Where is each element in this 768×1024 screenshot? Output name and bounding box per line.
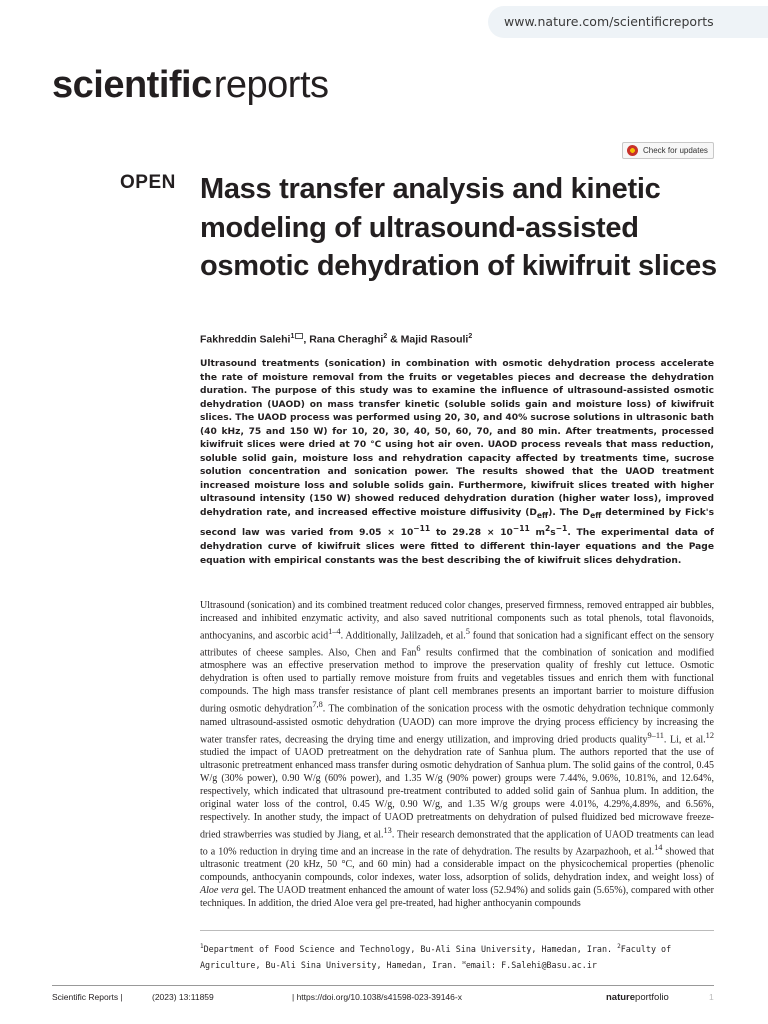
body-text: showed that ultrasonic treatment (20 kHz, 50 °C, and 60 min) had a considerable impact on the physicochemical properties (phenolic compounds, anthocyanin compounds, color indexes, water loss, adsorption of solids, dehydration index, and weight loss) of — [200, 846, 714, 884]
footnote-superscript: 2 — [617, 943, 621, 950]
abstract-superscript: −11 — [512, 524, 530, 534]
portfolio-bold-word: nature — [606, 992, 636, 1003]
author-affiliation-mark: 1 — [290, 333, 295, 340]
footer-year-pages: (2023) 13:11859 — [152, 992, 214, 1002]
body-superscript: 12 — [705, 730, 714, 740]
body-text — [200, 600, 714, 911]
abstract — [200, 358, 714, 568]
abstract-subscript: eff — [590, 510, 602, 520]
footer-doi-link[interactable]: | https://doi.org/10.1038/s41598-023-39146-x — [292, 992, 462, 1002]
abstract-superscript: 2 — [545, 524, 551, 534]
abstract-text: to 29.28 × 10 — [430, 528, 513, 539]
body-superscript: 13 — [383, 825, 392, 835]
body-text: . Their research demonstrated that the application of UAOD treatments can lead to a 10% reduction in drying time and an increase in the rate of dehydration. The results by Azarpazhooh, et al. — [200, 828, 714, 858]
email-icon[interactable] — [295, 333, 303, 339]
abstract-superscript: −11 — [413, 524, 431, 534]
footnote-superscript: ✉ — [462, 958, 466, 966]
journal-url[interactable]: www.nature.com/scientificreports — [504, 14, 714, 29]
footnote-superscript: 1 — [200, 943, 204, 950]
body-text: results confirmed that the combination of sonication and modified atmosphere was an effective preservation method to improve the preservation quality of freshly cut lettuce. Osmotic dehydration is often used to partially remove moisture from fruits and vegetables tissues and enrich them with functional compounds. The high mass transfer resistance of plant cell membranes presents an important barrier to moisture diffusion during osmotic dehydration — [200, 647, 714, 715]
footnote-divider — [200, 930, 714, 931]
body-superscript: 6 — [416, 644, 421, 654]
logo-bold-word: scientific — [52, 64, 212, 106]
abstract-text: s — [550, 528, 556, 539]
author-affiliation-mark: 2 — [383, 333, 388, 340]
body-text: studied the impact of UAOD pretreatment on the dehydration rate of Sanhua plum. The authors reported that the use of ultrasonic pretreatment enhanced mass transfer during osmotic dehydration of Sanhua plum. The solid gains of the control, 0.45 W/g (30% power), 0.90 W/g (60% power), and 1.35 W/g (90% power) groups were 7.44%, 9.06%, 10.81%, and 12.64%, respectively, which indicated that ultrasound pre-treatment contributed to added solid gain of Sanhua plum. In addition, the original water loss of the control, 0.45 W/g, 0.90 W/g, and 1.35 W/g groups were 4.01%, 4.29%,4.89%, and 6.56%, respectively. In another study, the impact of UAOD pretreatments on dehydration of pulsed fluidized bed microwave freeze-dried strawberries was studied by Jiang, et al. — [200, 746, 714, 840]
abstract-text: . The experimental data of dehydration curve of kiwifruit slices were fitted to different thin-layer equations and the Page equation with empirical constants was the best describing the of kiwifruit slices dehydration. — [200, 528, 714, 566]
author-name[interactable]: Rana Cheraghi — [309, 333, 384, 346]
abstract-subscript: eff — [536, 510, 549, 520]
body-superscript: 1–4 — [328, 626, 341, 636]
article-title: Mass transfer analysis and kinetic modeling of ultrasound-assisted osmotic dehydration of kiwifruit slices — [200, 173, 717, 282]
portfolio-light-word: portfolio — [635, 992, 669, 1003]
abstract-text: m — [529, 528, 545, 539]
body-text: gel. The UAOD treatment enhanced the amount of water loss (52.94%) and solids gain (5.65%), compared with other techniques. In addition, the dried Aloe vera gel pre-treated, had higher anthocyanin compounds — [200, 885, 714, 909]
body-superscript: 5 — [465, 626, 470, 636]
footer-journal: Scientific Reports | — [52, 992, 123, 1002]
body-text: . Additionally, Jalilzadeh, et al. — [340, 630, 466, 642]
body-text: . Li, et al. — [663, 733, 706, 745]
body-text: . The combination of the sonication process with the osmotic dehydration technique commonly named ultrasound-assisted osmotic dehydration (UAOD) can more improve the drying process efficiency by increasing the water transfer rates, decreasing the drying time and energy utilization, and improving dried products quality — [200, 703, 714, 745]
body-text: found that sonication had a significant effect on the sensory attributes of cheese samples. Also, Chen and Fan — [200, 630, 714, 659]
nature-portfolio-logo — [606, 992, 669, 1003]
open-access-label: OPEN — [120, 172, 176, 193]
body-superscript: 14 — [654, 842, 663, 852]
abstract-text: determined by Fick's second law was varied from 9.05 × 10 — [200, 508, 714, 539]
author-name[interactable]: Fakhreddin Salehi — [200, 333, 291, 346]
crossmark-icon — [627, 145, 638, 156]
author-affiliation-mark: 2 — [468, 333, 473, 340]
footnote-text: email: F.Salehi@Basu.ac.ir — [465, 959, 597, 970]
abstract-superscript: −1 — [555, 524, 568, 534]
check-for-updates-button[interactable] — [622, 142, 714, 159]
logo-light-word: reports — [213, 64, 329, 106]
abstract-text: Ultrasound treatments (sonication) in combination with osmotic dehydration process accelerate the rate of moisture removal from the fruits or vegetables pieces and decrease the dehydration duration. The purpose of this study was to examine the influence of ultrasound-assisted osmotic dehydration (UAOD) on mass transfer kinetic (soluble solids gain and moisture loss) of kiwifruit slices. The UAOD process was performed using 20, 30, and 40% sucrose solutions in ultrasonic bath (40 kHz, 75 and 150 W) for 10, 20, 30, 40, 50, 60, 70, and 80 min. After treatments, processed kiwifruit slices were dried at 70 °C using hot air oven. UAOD process reveals that mass reduction, soluble solid gain, moisture loss and rehydration capacity affected by treatments time, sucrose solution concentration and sonication power. The results showed that the UAOD treatment increased moisture loss and soluble solids gain. Furthermore, kiwifruit slices treated with higher ultrasound intensity (150 W) showed reduced dehydration duration (higher water loss), improved dehydration rate, and increased effective moisture diffusivity (D — [200, 359, 714, 519]
author-name[interactable]: Majid Rasouli — [400, 333, 469, 346]
body-superscript: 9–11 — [647, 730, 664, 740]
body-text: Ultrasound (sonication) and its combined treatment reduced color changes, preserved firmness, removed entrapped air bubbles, increased and inhibited enzymatic activity, and also saved nutritional components such as total phenols, total flavonoids, anthocyanins, and ascorbic acid — [200, 600, 714, 642]
footnote-text: Department of Food Science and Technology, Bu-Ali Sina University, Hamedan, Iran. — [203, 943, 618, 954]
check-updates-label: Check for updates — [643, 146, 708, 155]
footnote-text: Faculty of Agriculture, Bu-Ali Sina University, Hamedan, Iran. — [200, 943, 672, 970]
footer-divider — [52, 985, 714, 986]
journal-logo — [52, 66, 329, 104]
abstract-text: ). The D — [548, 508, 591, 519]
page-number: 1 — [709, 992, 714, 1002]
body-superscript: 7,8 — [312, 700, 323, 710]
author-list: Fakhreddin Salehi$^1$ , Rana Cheraghi$^2$ & Majid Rasouli$^2$ — [200, 333, 473, 346]
affiliations-footnote — [200, 940, 716, 972]
body-italic: Aloe vera — [200, 885, 239, 897]
